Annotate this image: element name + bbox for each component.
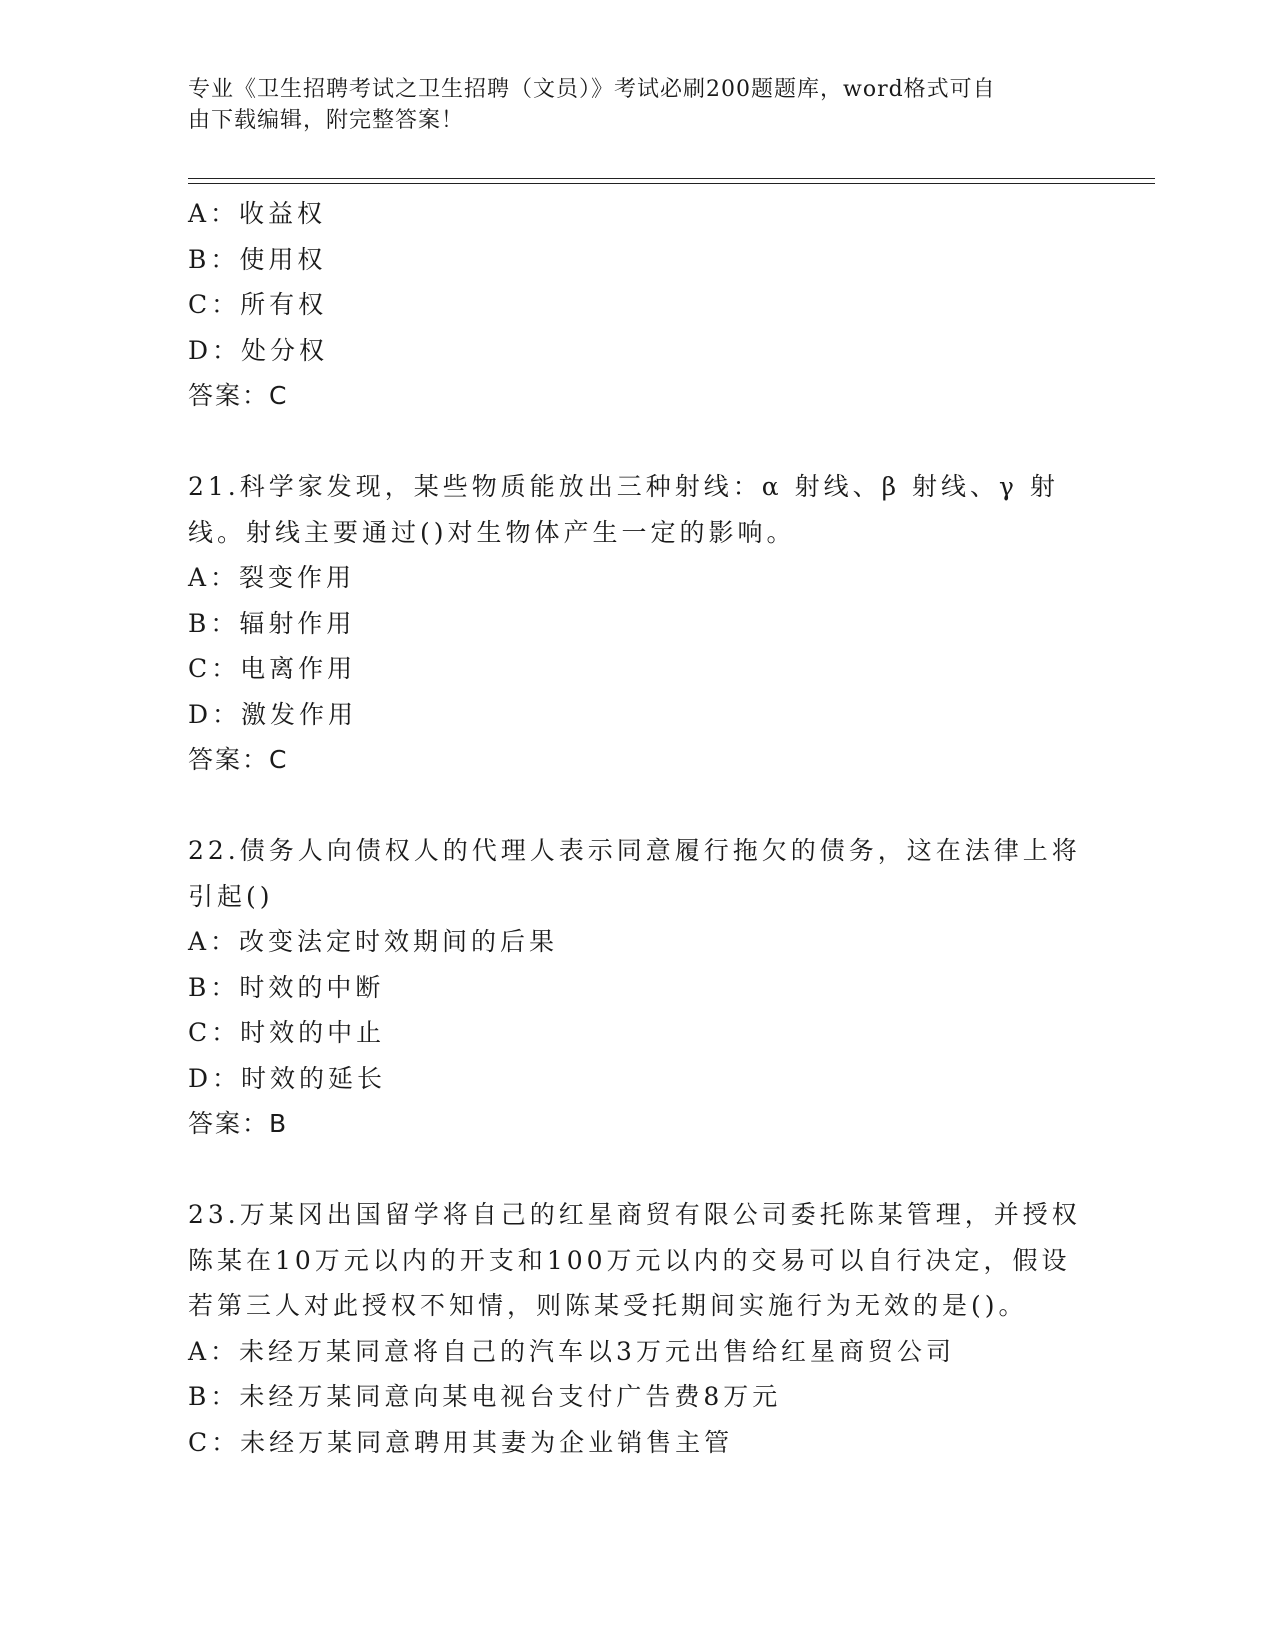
- option-c: C：未经万某同意聘用其妻为企业销售主管: [188, 1427, 734, 1457]
- question-stem-line: 23.万某冈出国留学将自己的红星商贸有限公司委托陈某管理，并授权: [188, 1200, 1081, 1229]
- answer-text: 答案：B: [188, 1109, 289, 1138]
- option-a: A：未经万某同意将自己的汽车以3万元出售给红星商贸公司: [188, 1336, 955, 1366]
- option-a: A：改变法定时效期间的后果: [188, 927, 559, 956]
- question-stem-line: 线。射线主要通过()对生物体产生一定的影响。: [188, 517, 796, 547]
- question-21: [188, 464, 1088, 783]
- question-stem-line: 21.科学家发现，某些物质能放出三种射线：α 射线、β 射线、γ 射: [188, 472, 1059, 501]
- spacer: [188, 1147, 1088, 1193]
- document-header: [188, 74, 1068, 136]
- option-b: B：时效的中断: [188, 972, 385, 1002]
- header-divider-bottom: [188, 183, 1155, 184]
- question-23: [188, 1192, 1088, 1465]
- option-b: B：使用权: [188, 244, 327, 274]
- question-stem-line: 22.债务人向债权人的代理人表示同意履行拖欠的债务，这在法律上将: [188, 836, 1081, 865]
- answer-text: 答案：C: [188, 745, 289, 774]
- option-c: C：所有权: [188, 290, 328, 319]
- question-stem-line: 引起(): [188, 881, 274, 911]
- option-a: A：裂变作用: [188, 563, 356, 592]
- answer-text: 答案：C: [188, 381, 289, 410]
- question-22: [188, 828, 1088, 1147]
- question-content: [188, 191, 1088, 1465]
- option-a: A：收益权: [188, 199, 327, 228]
- option-d: D：处分权: [188, 335, 329, 365]
- option-c: C：时效的中止: [188, 1018, 386, 1047]
- question-stem-line: 陈某在10万元以内的开支和100万元以内的交易可以自行决定，假设: [188, 1245, 1071, 1275]
- spacer: [188, 419, 1088, 465]
- option-b: B：未经万某同意向某电视台支付广告费8万元: [188, 1382, 782, 1411]
- option-b: B：辐射作用: [188, 608, 356, 638]
- header-divider-top: [188, 178, 1155, 179]
- option-d: D：激发作用: [188, 699, 358, 729]
- option-d: D：时效的延长: [188, 1063, 387, 1093]
- header-line-2: 由下载编辑，附完整答案！: [188, 108, 465, 133]
- question-stem-line: 若第三人对此授权不知情，则陈某受托期间实施行为无效的是()。: [188, 1291, 1028, 1320]
- option-c: C：电离作用: [188, 654, 357, 683]
- header-line-1: 专业《卫生招聘考试之卫生招聘（文员）》考试必刷200题题库，word格式可自: [188, 77, 996, 102]
- previous-question: [188, 191, 1088, 419]
- spacer: [188, 783, 1088, 829]
